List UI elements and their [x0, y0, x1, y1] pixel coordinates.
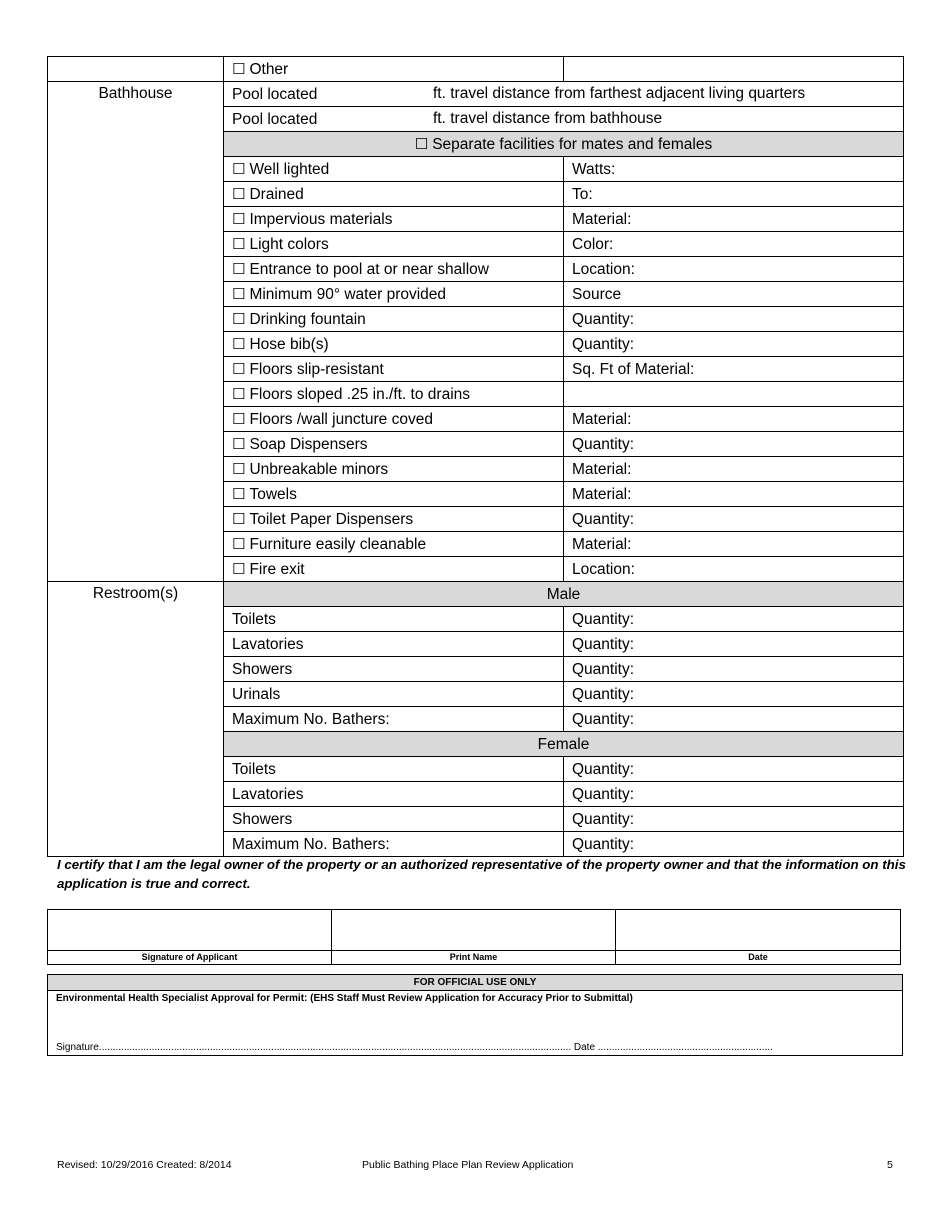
bathhouse-item-value-cell[interactable]: [564, 257, 904, 282]
bathhouse-item-value-label: Quantity:: [572, 435, 635, 453]
other-row: [48, 57, 904, 82]
checkbox-icon[interactable]: ☐: [232, 460, 246, 478]
checkbox-icon[interactable]: ☐: [232, 410, 246, 428]
checkbox-icon[interactable]: ☐: [232, 510, 246, 528]
bathhouse-item-label: Toilet Paper Dispensers: [249, 510, 414, 528]
bathhouse-item-value-cell[interactable]: [564, 557, 904, 582]
bathhouse-item-value-label: Quantity:: [572, 510, 635, 528]
bathhouse-item-label: Well lighted: [249, 160, 330, 178]
fixture-label: Maximum No. Bathers:: [232, 835, 390, 853]
bathhouse-item-value-label: To:: [572, 185, 593, 203]
bathhouse-item-value-label: Watts:: [572, 160, 616, 178]
bathhouse-item-label: Impervious materials: [249, 210, 393, 228]
bathhouse-item-value-cell[interactable]: [564, 357, 904, 382]
fixture-label-cell: [224, 807, 564, 832]
other-cell[interactable]: [224, 57, 564, 82]
fixture-label: Lavatories: [232, 635, 304, 653]
pool-distance-text: ft. travel distance from farthest adjacent living quarters: [433, 85, 806, 102]
fixture-label-cell: [224, 657, 564, 682]
bathhouse-item-label: Drained: [249, 185, 304, 203]
bathhouse-item-value-cell[interactable]: [564, 232, 904, 257]
bathhouse-item-value-label: Sq. Ft of Material:: [572, 360, 695, 378]
checkbox-icon[interactable]: ☐: [232, 535, 246, 553]
bathhouse-category-label: Bathhouse: [98, 85, 173, 102]
bathhouse-item-label: Drinking fountain: [249, 310, 366, 328]
bathhouse-item-cell[interactable]: [224, 257, 564, 282]
fixture-quantity-label: Quantity:: [572, 685, 635, 703]
bathhouse-item-cell[interactable]: [224, 432, 564, 457]
pool-distance-text: ft. travel distance from bathhouse: [433, 110, 663, 127]
fixture-quantity-cell[interactable]: [564, 632, 904, 657]
separate-facilities-label: Separate facilities for mates and females: [432, 135, 713, 153]
bathhouse-item-value-label: Material:: [572, 410, 632, 428]
bathhouse-item-cell[interactable]: [224, 407, 564, 432]
bathhouse-item-label: Floors sloped .25 in./ft. to drains: [249, 385, 471, 403]
fixture-quantity-cell[interactable]: [564, 657, 904, 682]
fixture-label: Showers: [232, 660, 293, 678]
bathhouse-item-value-cell[interactable]: [564, 157, 904, 182]
checkbox-icon[interactable]: ☐: [232, 160, 246, 178]
fixture-label: Toilets: [232, 760, 276, 778]
footer-title: Public Bathing Place Plan Review Application: [362, 1159, 574, 1171]
bathhouse-item-label: Entrance to pool at or near shallow: [249, 260, 489, 278]
bathhouse-item-cell[interactable]: [224, 307, 564, 332]
applicant-signature-field[interactable]: [48, 910, 332, 951]
other-label: Other: [249, 60, 289, 78]
fixture-quantity-cell[interactable]: [564, 607, 904, 632]
bathhouse-item-value-label: Material:: [572, 460, 632, 478]
checkbox-icon[interactable]: ☐: [414, 135, 429, 153]
bathhouse-item-cell[interactable]: [224, 557, 564, 582]
bathhouse-item-label: Floors slip-resistant: [249, 360, 384, 378]
bathhouse-item-value-cell[interactable]: [564, 532, 904, 557]
fixture-label: Maximum No. Bathers:: [232, 710, 390, 728]
official-use-box: [47, 974, 903, 1056]
pool-location-label: Pool located: [232, 85, 318, 103]
bathhouse-item-value-cell[interactable]: [564, 432, 904, 457]
fixture-label: Showers: [232, 810, 293, 828]
bathhouse-item-value-cell[interactable]: [564, 457, 904, 482]
bathhouse-item-value-label: Quantity:: [572, 335, 635, 353]
bathhouse-item-value-cell[interactable]: [564, 382, 904, 407]
pool-location-cell[interactable]: [224, 82, 904, 107]
male-header-row: [48, 582, 904, 607]
print-name-label: Print Name: [332, 951, 616, 965]
pool-location-label: Pool located: [232, 110, 318, 128]
bathhouse-item-cell[interactable]: [224, 382, 564, 407]
bathhouse-item-cell[interactable]: [224, 207, 564, 232]
fixture-quantity-label: Quantity:: [572, 810, 635, 828]
fixture-label: Lavatories: [232, 785, 304, 803]
checkbox-icon[interactable]: ☐: [232, 235, 246, 253]
fixture-label-cell: [224, 757, 564, 782]
bathhouse-item-cell[interactable]: [224, 157, 564, 182]
fixture-quantity-label: Quantity:: [572, 610, 635, 628]
bathhouse-item-value-label: Color:: [572, 235, 614, 253]
bathhouse-item-label: Furniture easily cleanable: [249, 535, 427, 553]
fixture-quantity-cell[interactable]: [564, 707, 904, 732]
bathhouse-item-value-cell[interactable]: [564, 307, 904, 332]
bathhouse-item-value-cell[interactable]: [564, 282, 904, 307]
fixture-label-cell: [224, 707, 564, 732]
restroom-category-label: Restroom(s): [92, 585, 179, 602]
official-use-header: FOR OFFICIAL USE ONLY: [48, 975, 902, 991]
official-signature-line[interactable]: Signature.......................................................................................................................................................................... Date ...............................................................: [56, 1042, 773, 1053]
fixture-label: Toilets: [232, 610, 276, 628]
fixture-quantity-label: Quantity:: [572, 835, 635, 853]
fixture-quantity-cell[interactable]: [564, 782, 904, 807]
bathhouse-item-cell[interactable]: [224, 507, 564, 532]
checkbox-icon[interactable]: ☐: [232, 385, 246, 403]
male-header-label: Male: [546, 585, 581, 603]
bathhouse-item-label: Unbreakable minors: [249, 460, 389, 478]
bathhouse-item-value-label: Source: [572, 285, 622, 303]
bathhouse-item-value-cell[interactable]: [564, 507, 904, 532]
print-name-field[interactable]: [332, 910, 616, 951]
bathhouse-item-value-label: Location:: [572, 560, 635, 578]
fixture-quantity-label: Quantity:: [572, 660, 635, 678]
bathhouse-item-label: Soap Dispensers: [249, 435, 368, 453]
fixture-quantity-cell[interactable]: [564, 832, 904, 857]
bathhouse-item-label: Floors /wall juncture coved: [249, 410, 433, 428]
checkbox-icon[interactable]: ☐: [232, 260, 246, 278]
bathhouse-item-cell[interactable]: [224, 357, 564, 382]
checkbox-icon[interactable]: ☐: [232, 360, 246, 378]
checkbox-icon[interactable]: ☐: [232, 560, 246, 578]
date-field[interactable]: [616, 910, 901, 951]
empty-category-cell: [48, 57, 224, 82]
restroom-category: [48, 582, 224, 857]
fixture-label: Urinals: [232, 685, 281, 703]
bathhouse-item-value-label: Material:: [572, 535, 632, 553]
bathhouse-item-value-cell[interactable]: [564, 207, 904, 232]
bathhouse-item-value-cell[interactable]: [564, 332, 904, 357]
fixture-label-cell: [224, 682, 564, 707]
checkbox-icon[interactable]: ☐: [232, 335, 246, 353]
fixture-quantity-cell[interactable]: [564, 757, 904, 782]
bathhouse-item-value-label: Material:: [572, 210, 632, 228]
fixture-label-cell: [224, 782, 564, 807]
ehs-approval-text: Environmental Health Specialist Approval for Permit: (EHS Staff Must Review Application for Accuracy Prior to Submittal): [56, 993, 633, 1004]
bathhouse-item-cell[interactable]: [224, 182, 564, 207]
checkbox-icon[interactable]: ☐: [232, 310, 246, 328]
bathhouse-item-label: Fire exit: [249, 560, 305, 578]
bathhouse-item-label: Light colors: [249, 235, 329, 253]
pool-location-row: [48, 82, 904, 107]
bathhouse-item-cell[interactable]: [224, 482, 564, 507]
fixture-label-cell: [224, 632, 564, 657]
checkbox-icon[interactable]: ☐: [232, 60, 246, 78]
bathhouse-item-cell[interactable]: [224, 332, 564, 357]
bathhouse-item-label: Minimum 90° water provided: [249, 285, 447, 303]
female-header-label: Female: [537, 735, 590, 753]
bathhouse-item-cell[interactable]: [224, 282, 564, 307]
checkbox-icon[interactable]: ☐: [232, 285, 246, 303]
fixture-quantity-label: Quantity:: [572, 635, 635, 653]
fixture-quantity-cell[interactable]: [564, 807, 904, 832]
bathhouse-item-label: Hose bib(s): [249, 335, 329, 353]
date-label: Date: [616, 951, 901, 965]
bathhouse-category: [48, 82, 224, 582]
bathhouse-item-cell[interactable]: [224, 457, 564, 482]
bathhouse-item-value-cell[interactable]: [564, 182, 904, 207]
bathhouse-item-label: Towels: [249, 485, 297, 503]
male-header: [224, 582, 904, 607]
female-header: [224, 732, 904, 757]
checkbox-icon[interactable]: ☐: [232, 435, 246, 453]
signature-table: [47, 909, 901, 965]
bathhouse-item-value-label: Location:: [572, 260, 635, 278]
bathhouse-restroom-table: [47, 56, 904, 857]
fixture-quantity-label: Quantity:: [572, 760, 635, 778]
footer-revised: Revised: 10/29/2016 Created: 8/2014: [57, 1159, 232, 1171]
fixture-quantity-cell[interactable]: [564, 682, 904, 707]
bathhouse-item-value-cell[interactable]: [564, 407, 904, 432]
checkbox-icon[interactable]: ☐: [232, 185, 246, 203]
certification-statement: I certify that I am the legal owner of the property or an authorized representative of the property owner and that the information on this application is true and correct.: [57, 857, 906, 891]
bathhouse-item-value-label: Material:: [572, 485, 632, 503]
pool-location-cell[interactable]: [224, 107, 904, 132]
separate-facilities-cell[interactable]: [224, 132, 904, 157]
bathhouse-item-cell[interactable]: [224, 232, 564, 257]
page-number: 5: [887, 1159, 893, 1171]
checkbox-icon[interactable]: ☐: [232, 485, 246, 503]
fixture-quantity-label: Quantity:: [572, 785, 635, 803]
other-value-cell[interactable]: [564, 57, 904, 82]
fixture-label-cell: [224, 607, 564, 632]
bathhouse-item-value-cell[interactable]: [564, 482, 904, 507]
bathhouse-item-value-label: Quantity:: [572, 310, 635, 328]
checkbox-icon[interactable]: ☐: [232, 210, 246, 228]
fixture-quantity-label: Quantity:: [572, 710, 635, 728]
applicant-signature-label: Signature of Applicant: [48, 951, 332, 965]
fixture-label-cell: [224, 832, 564, 857]
bathhouse-item-cell[interactable]: [224, 532, 564, 557]
